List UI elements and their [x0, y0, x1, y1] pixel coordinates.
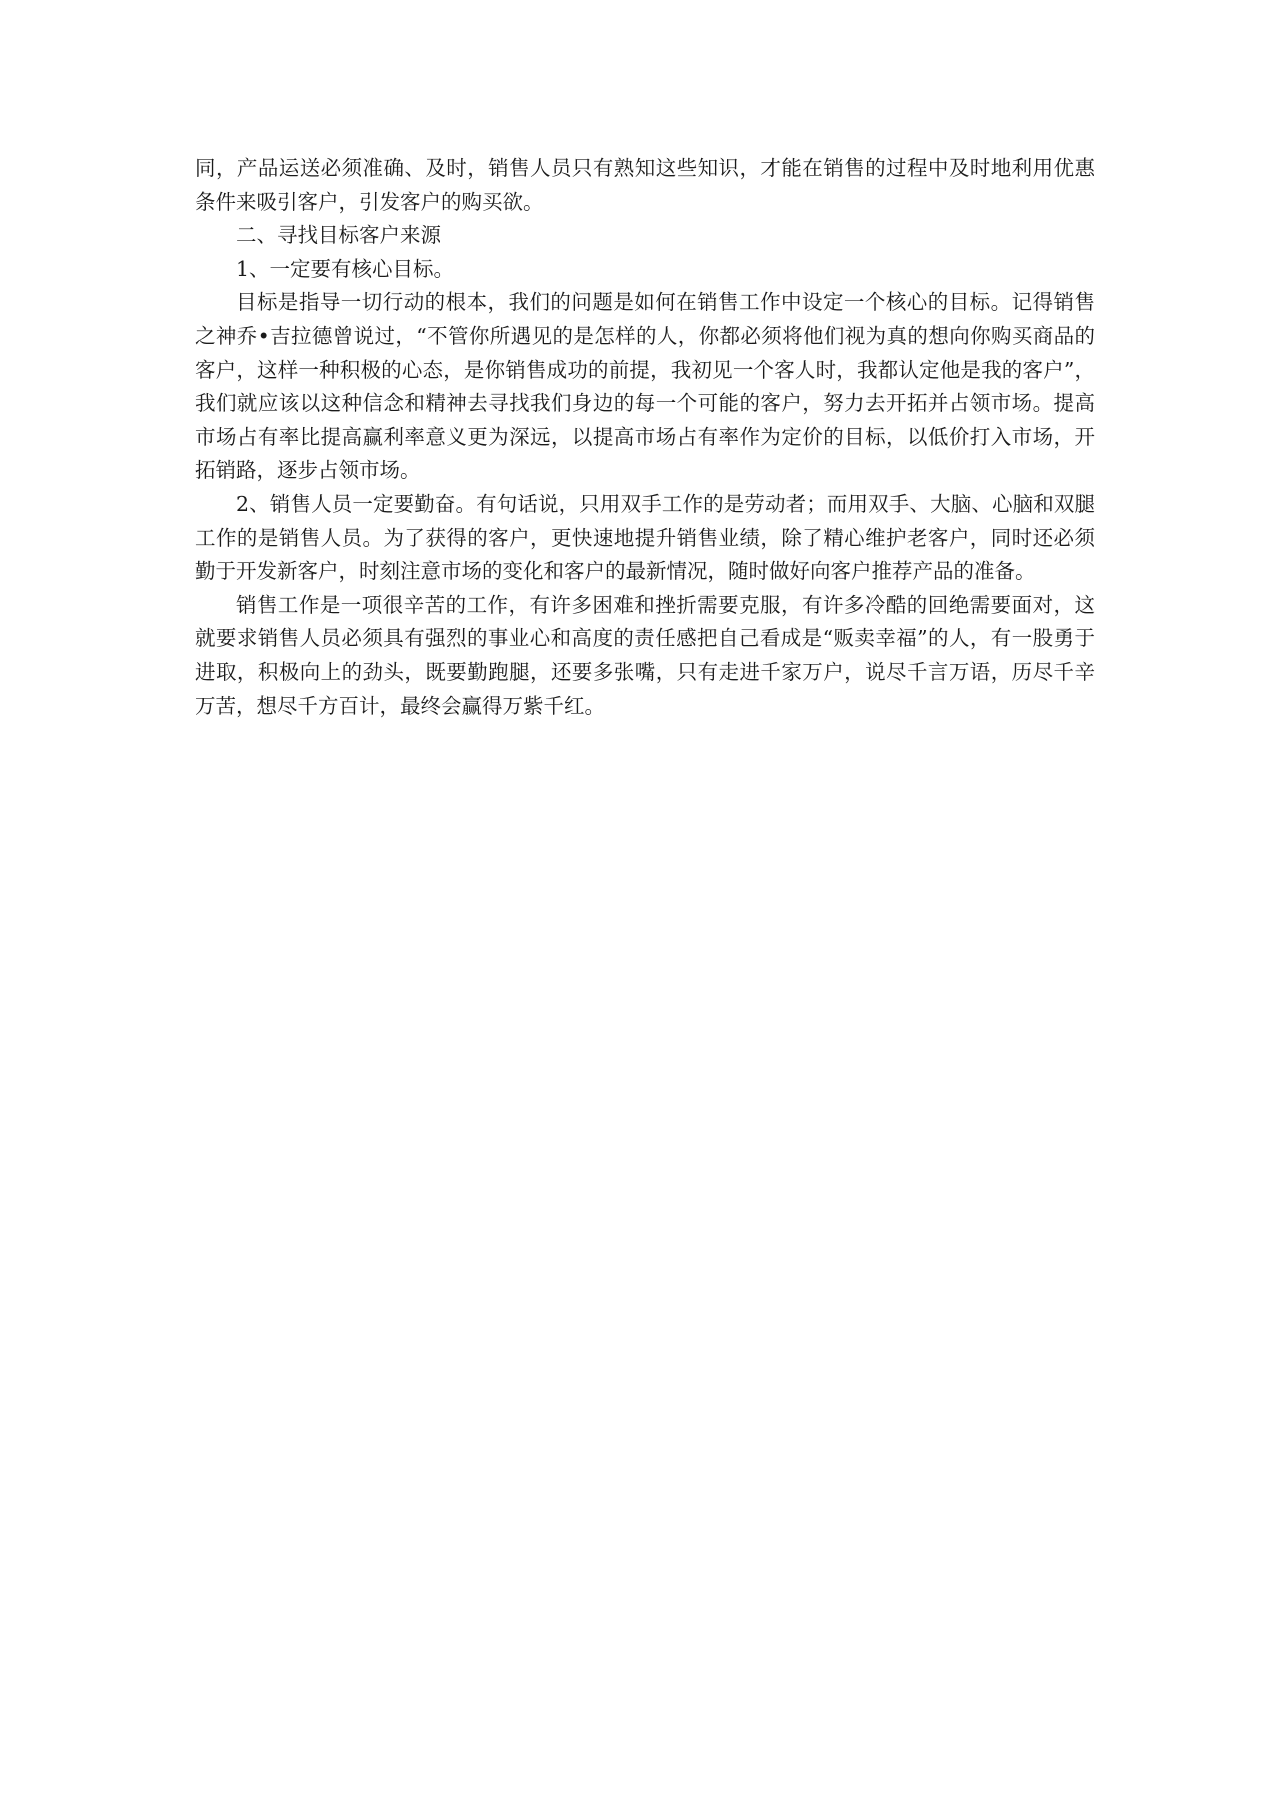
section-heading: 二、寻找目标客户来源 [236, 223, 441, 248]
paragraph-core-goal: 目标是指导一切行动的根本，我们的问题是如何在销售工作中设定一个核心的目标。记得销售之神乔•吉拉德曾说过，“不管你所遇见的是怎样的人，你都必须将他们视为真的想向你购买商品的客户，这样一种积极的心态，是你销售成功的前提，我初见一个客人时，我都认定他是我的客户”，我们就应该以这种信念和精神去寻找我们身边的每一个可能的客户，努力去开拓并占领市场。提高市场占有率比提高赢利率意义更为深远，以提高市场占有率作为定价的目标，以低价打入市场，开拓销路，逐步占领市场。 [195, 290, 1095, 483]
paragraph-conclusion: 销售工作是一项很辛苦的工作，有许多困难和挫折需要克服，有许多冷酷的回绝需要面对，这就要求销售人员必须具有强烈的事业心和高度的责任感把自己看成是“贩卖幸福”的人，有一股勇于进取，积极向上的劲头，既要勤跑腿，还要多张嘴，只有走进千家万户，说尽千言万语，历尽千辛万苦，想尽千方百计，最终会赢得万紫千红。 [195, 592, 1095, 718]
paragraph-diligence: 2、销售人员一定要勤奋。有句话说，只用双手工作的是劳动者；而用双手、大脑、心脑和双腿工作的是销售人员。为了获得的客户，更快速地提升销售业绩，除了精心维护老客户，同时还必须勤于开发新客户，时刻注意市场的变化和客户的最新情况，随时做好向客户推荐产品的准备。 [195, 491, 1095, 584]
subsection-heading: 1、一定要有核心目标。 [236, 256, 455, 281]
paragraph-continuation: 同，产品运送必须准确、及时，销售人员只有熟知这些知识，才能在销售的过程中及时地利用优惠条件来吸引客户，引发客户的购买欲。 [195, 156, 1095, 214]
document-body [195, 152, 1095, 723]
